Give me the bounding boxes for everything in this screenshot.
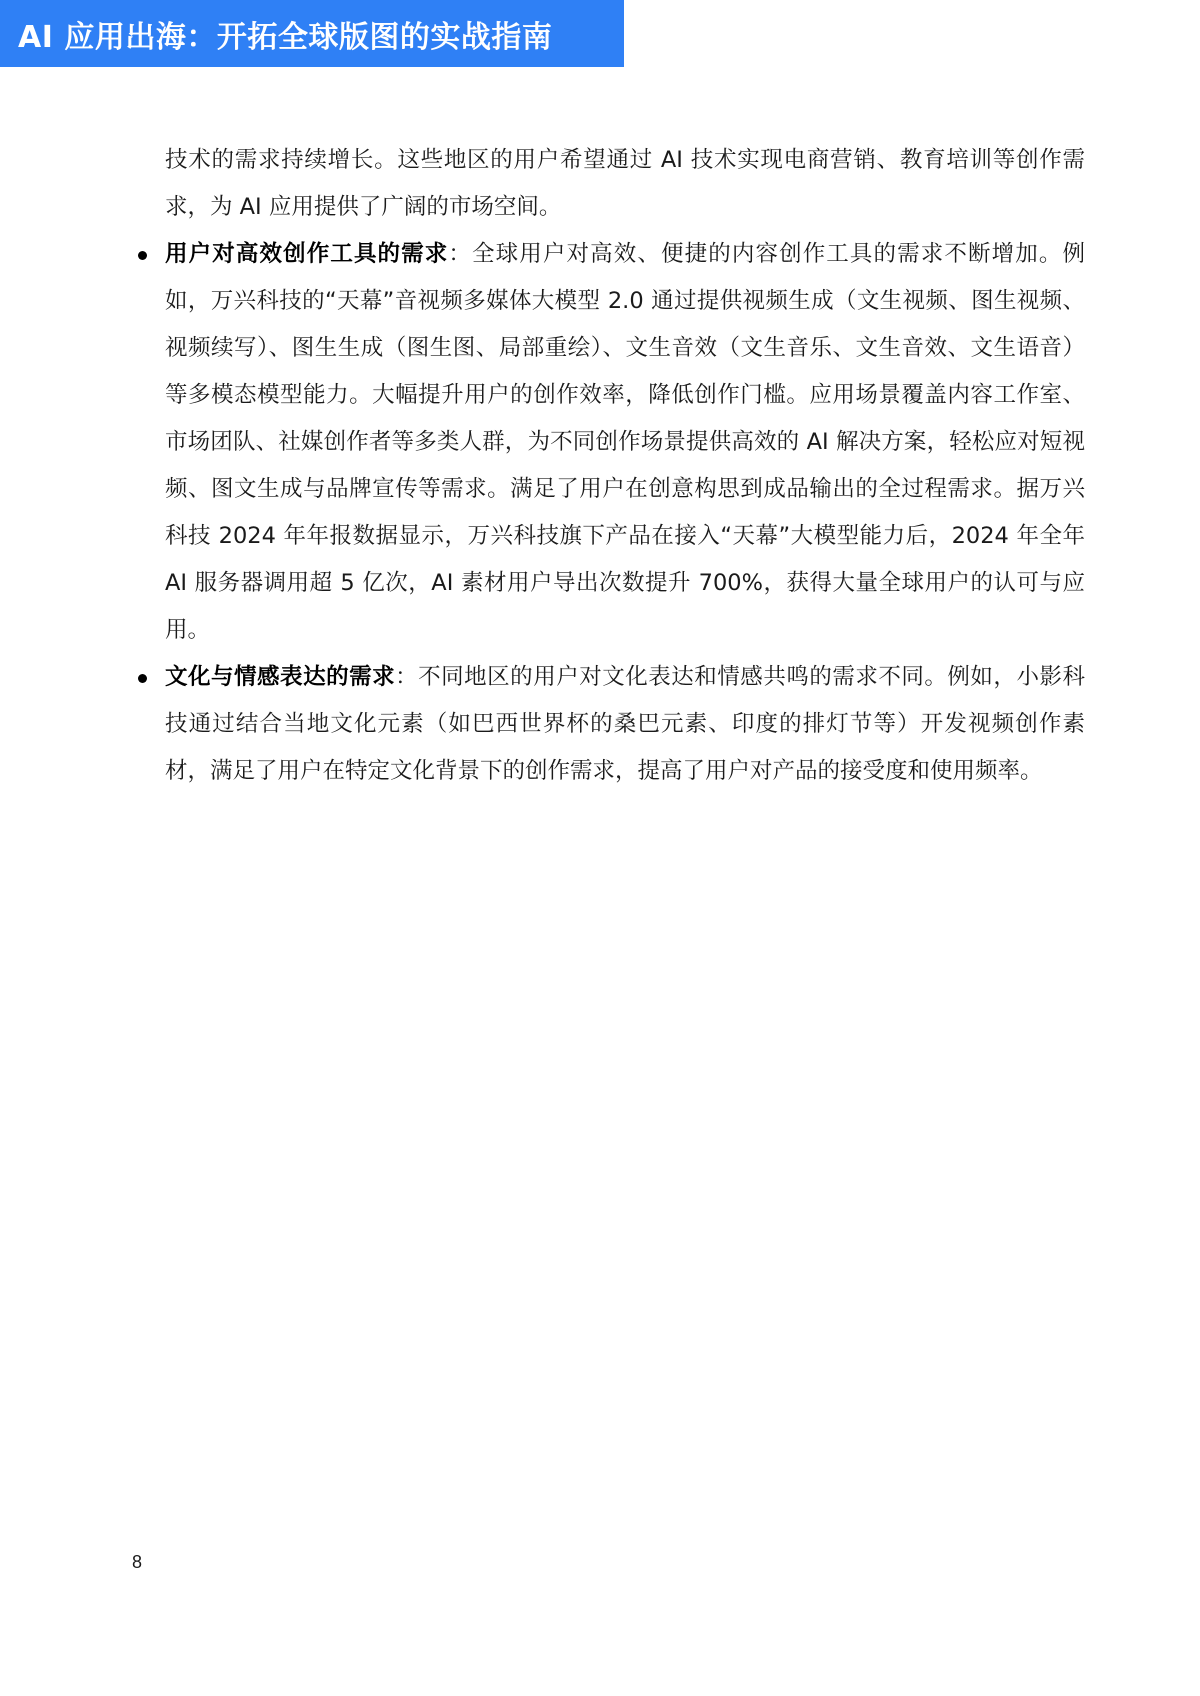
document-title: AI 应用出海：开拓全球版图的实战指南: [18, 19, 553, 55]
bullet-separator: ：: [395, 664, 419, 690]
main-content: [165, 137, 1085, 795]
page-number: 8: [132, 1552, 143, 1572]
bullet-text: 全球用户对高效、便捷的内容创作工具的需求不断增加。例如，万兴科技的“天幕”音视频多媒体大模型 2.0 通过提供视频生成（文生视频、图生视频、视频续写）、图生生成（图生图、局部重绘）、文生音效（文生音乐、文生音效、文生语音）等多模态模型能力。大幅提升用户的创作效率，降低创作门槛。应用场景覆盖内容工作室、市场团队、社媒创作者等多类人群，为不同创作场景提供高效的 AI 解决方案，轻松应对短视频、图文生成与品牌宣传等需求。满足了用户在创意构思到成品输出的全过程需求。据万兴科技 2024 年年报数据显示，万兴科技旗下产品在接入“天幕”大模型能力后，2024 年全年 AI 服务器调用超 5 亿次，AI 素材用户导出次数提升 700%，获得大量全球用户的认可与应用。: [165, 241, 1085, 643]
intro-paragraph: 技术的需求持续增长。这些地区的用户希望通过 AI 技术实现电商营销、教育培训等创作需求，为 AI 应用提供了广阔的市场空间。: [165, 147, 1085, 220]
bullet-dot-icon: [138, 251, 147, 260]
bullet-text: 不同地区的用户对文化表达和情感共鸣的需求不同。例如，小影科技通过结合当地文化元素（如巴西世界杯的桑巴元素、印度的排灯节等）开发视频创作素材，满足了用户在特定文化背景下的创作需求，提高了用户对产品的接受度和使用频率。: [165, 664, 1085, 784]
bullet-title: 文化与情感表达的需求: [165, 664, 396, 690]
bullet-item-efficient-tools: [165, 231, 1085, 654]
header-banner: [0, 0, 624, 67]
bullet-title: 用户对高效创作工具的需求: [165, 241, 449, 267]
bullet-item-cultural-expression: [165, 654, 1085, 795]
bullet-separator: ：: [448, 241, 473, 267]
bullet-dot-icon: [138, 674, 147, 683]
